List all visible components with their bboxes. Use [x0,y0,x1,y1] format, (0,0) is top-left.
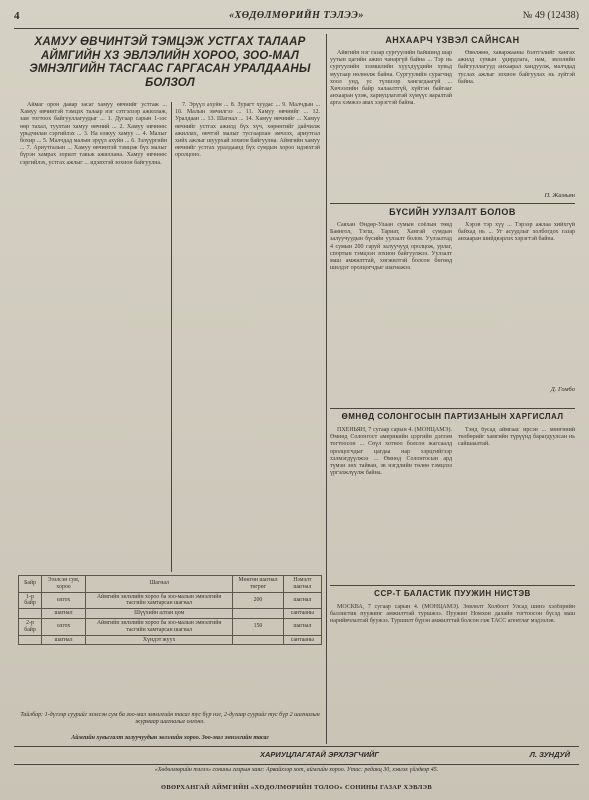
lead-article-col1 [20,102,167,572]
page-number: 4 [14,10,20,22]
article-text-continued [458,50,575,200]
table-row [19,609,322,619]
lead-article-signature: Аймгийн хувьсгалт залуучуудын эвлэлийн хороо. Зоо-мал эмнэлгийн тасаг [71,735,269,741]
table-cell [19,609,42,619]
article-text-continued [458,222,575,382]
lead-article-col2 [175,102,320,572]
table-cell: шагнал [283,618,321,635]
article-title: ССР-Т БАЛАСТИК ПУУЖИН НИСТЭВ [374,589,531,598]
table-cell: шагнал [42,635,86,645]
article-text-continued [458,427,575,582]
section-rule [330,408,575,409]
table-cell: шагнал [283,592,321,609]
column-divider [171,102,172,572]
table-cell: шагнал [42,609,86,619]
table-header: Мөнгөн шагнал төгрөг [233,576,283,593]
table-header: Шагнал [86,576,233,593]
lead-headline: ХАМУУ ӨВЧИНТЭЙ ТЭМЦЭЖ УСТГАХ ТАЛААР АЙМГИЙН ХЗ ЭВЛЭЛИЙН ХОРОО, ЗОО-МАЛ ЭМНЭЛГИЙН ТАСГААС ГАРГАСАН УРАЛДААНЫ БОЛЗОЛ [29,36,311,89]
table-cell: сантааны [283,635,321,645]
award-table [18,575,322,645]
bottom-rule [14,746,579,747]
imprint-address: «Хөдөлмөрийн тэлээ» сонины газрын хаяг: Арвайхээр хот, аймгийн хороо. Утас: редакц 30, хэвлэх үйлдвэр 45. [154,767,439,773]
article-text-body: Айвгийн нэг газар сургуулийн байшинд шар уутын цагийн ажил чанаргүй байна ... Тэр нь сургуулийн эзэмшлийн хүүхдүүдийн хувьд муугаар нөлөөлж байна. Сургуулийн сурагчид хоол унд, ус түлшээр хангагдаагүй ... Хичээлийн байр халаалтгүй, хүйтэн байгааг анхааран үзэж, хариуцлагатай хүмүүс яаралтай арга хэмжээ авах хэрэгтэй байна. [330,50,452,107]
editor-banner [260,750,570,762]
table-cell [233,609,283,619]
masthead [14,8,579,28]
lead-article-col2-text: 7. Эрүүл ахуйн ... 8. Зурагт хуудас ... 9. Малчдын ... 10. Малын эмчилгээ ... 11. Хамуу өвчнийг ... 12. Уралдаан ... 13. Шагнал ... 14. Хамуу өвчнийг ... Хамуу өвчнийг устгах ажилд бүх хүч, хөрөнгийг дайчилж ажиллах, өвчтэй малыг тусгаарлан эмчлэх, ариутгал хийх ажлыг шуурхай зохион байгуулна. Аймгийн хамуу өвчнийг устгах уралдаанд бүх сумдын хороо идэвхтэй оролцоно. [175,102,320,159]
table-cell: олгох [42,618,86,635]
table-header: Эзэлсэн сум, хороо [42,576,86,593]
table-cell: сантааны [283,609,321,619]
table-cell: 2-р байр [19,618,42,635]
table-footnote: Тайлбар: 1-дүгээр суурийг эзэлсэн сум ба зоо-мал эмнэлгийн тасаг тус бүр нэг, 2-дугаар суурийг тус бүр 2 шагналын журмаар шагналыг олгоно. [20,712,320,725]
imprint-publisher: ӨВӨРХАНГАЙ АЙМГИЙН «ХӨДӨЛМӨРИЙН ТОЛОО» СОНИНЫ ГАЗАР ХЭВЛЭВ [161,784,432,791]
lead-article-col1-text: Аймаг орон даяар засаг хамуу өвчнийг устгаж ... Хамуу өвчинтэй тэмцэх талаар нэг сэтгэлээр ажиллаж, зам тогтоох байгууллагуудыг ... 1. Дугаар сарын 1-ээс өөр тахал, туултан хамуу өвчний ... 2. Хамуу өвчнөөс урьдчилан сэргийлэх ... 3. На елжуу хамуу ... 4. Малыг бохир ... 5. Малчдад малын эрүүл ахуйн ... 6. Зэлүүргийн ... 7. Ариутгалын ... Хамуу өвчинтэй тэмцэж бүх малыг бүрэн хамрах зорилт тавьж ажиллана. Хамуу өвчнөөс сэргийлэх, устгах ажлыг ... идэвхтэй зохион байгуулна. [20,102,167,166]
table-cell: олгох [42,592,86,609]
table-cell: Аймгийн эвлэлийн хороо ба зоо-малын эмнэлгийн тасгийн хамтарсан шагнал [86,618,233,635]
table-header-row [19,576,322,593]
article-text-body: Саяхан Өндөр-Улаан сумын соёлын төвд Баянгол, Тэгш, Тариат, Хангай сумдын залуучуудын бүсийн уулзалт болов. Уулзалтад 4 сумын 200 гаруй залуучууд оролцож, урлаг, спортын тэмцээн зохион байгуулжээ. Уулзалт маш амжилттай, хөгжилтэй болсон бөгөөд шилдэг оролцогчдыг шагнажээ. [330,222,452,272]
page-divider [326,34,327,744]
table-row [19,635,322,645]
imprint-rule [14,764,579,765]
article-title: АНХААРЧ ҮЗВЭЛ САЙНСАН [385,35,520,45]
table-cell: 1-р байр [19,592,42,609]
table-row [19,618,322,635]
article-title: ӨМНӨД СОЛОНГОСЫН ПАРТИЗАНЫН ХАРГИСЛАЛ [341,412,564,421]
editor-name: Л. ЗУНДУЙ [529,750,570,759]
editor-label: ХАРИУЦЛАГАТАЙ ЭРХЛЭГЧИЙГ [260,750,379,759]
article-text [330,427,452,582]
table-row [19,592,322,609]
table-cell: 150 [233,618,283,635]
table-cell: 200 [233,592,283,609]
article-text-body: Тэнд бусад аймгаас ирсэн ... мөнгөний төлбөрийг хамгийн түрүүнд барагдуулсан нь сайшаалтай. [458,427,575,448]
table-cell [233,635,283,645]
article-signature: П. Жамьян [544,192,575,199]
section-rule [330,203,575,204]
article-title: БҮСИЙН УУЛЗАЛТ БОЛОВ [389,207,516,217]
table-header: Нэмэлт шагнал [283,576,321,593]
article-text-body: ПХЕНЬЯН, 7 сугаар сарын 4. (МОНЦАМЭ). Өмнөд Солонгост америкийн цэргийн дэглэм тогтоосон ... Сөүл хотноо болсон жагсаалд оролцогчдыг цагдаа нар хэрцгийгээр хэлмэгдүүлжээ ... Өмнөд Солонгосын ард түмэн энх тайван, эв нэгдлийн төлөө тэмцлээ үргэлжлүүлж байна. [330,427,452,477]
article-text-body: Өвөлжөө, хаваржааны бэлтгэлийг хангах ажилд сумын удирдлага, нам, эвлэлийн байгууллагууд анхаарал хандуулж, малчдад туслах ажлыг зохион байгуулах нь зүйтэй байна. [458,50,575,85]
article-signature: Д. Гомбо [550,386,575,393]
article-text-body: Хэрэв тэр хүү ... Тэрээр ажлаа хийхгүй байхад нь ... Уг асуудлыг холбогдох газар анхааран шийдвэрлэх хэрэгтэй байна. [458,222,575,243]
issue-number: № 49 (12438) [522,10,579,21]
table-cell [19,635,42,645]
article-text [330,604,575,742]
masthead-rule [14,28,579,29]
newspaper-title: «ХӨДӨЛМӨРИЙН ТЭЛЭЭ» [229,10,364,21]
table-cell: Аймгийн эвлэлийн хороо ба зоо-малын эмнэлгийн тасгийн хамтарсан шагнал [86,592,233,609]
table-cell: Шүүхийн алтан цом [86,609,233,619]
table-header: Байр [19,576,42,593]
article-text [330,222,452,407]
section-rule [330,585,575,586]
article-text [330,50,452,200]
table-cell: Хүндэт жуух [86,635,233,645]
article-text-body: МОСКВА, 7 сугаар сарын 4. (МОНЦАМЭ). Зөвлөлт Холбоот Улсад шинэ хэлбэрийн баллистик пуужинг амжилттай туршжээ. Пуужин Номхон далайн тогтоосон бүсэд маш нарийвчлалтай буужээ. Туршилт бүрэн амжилттай болсон гэж ТАСС агентлаг мэдээлэв. [330,604,575,625]
